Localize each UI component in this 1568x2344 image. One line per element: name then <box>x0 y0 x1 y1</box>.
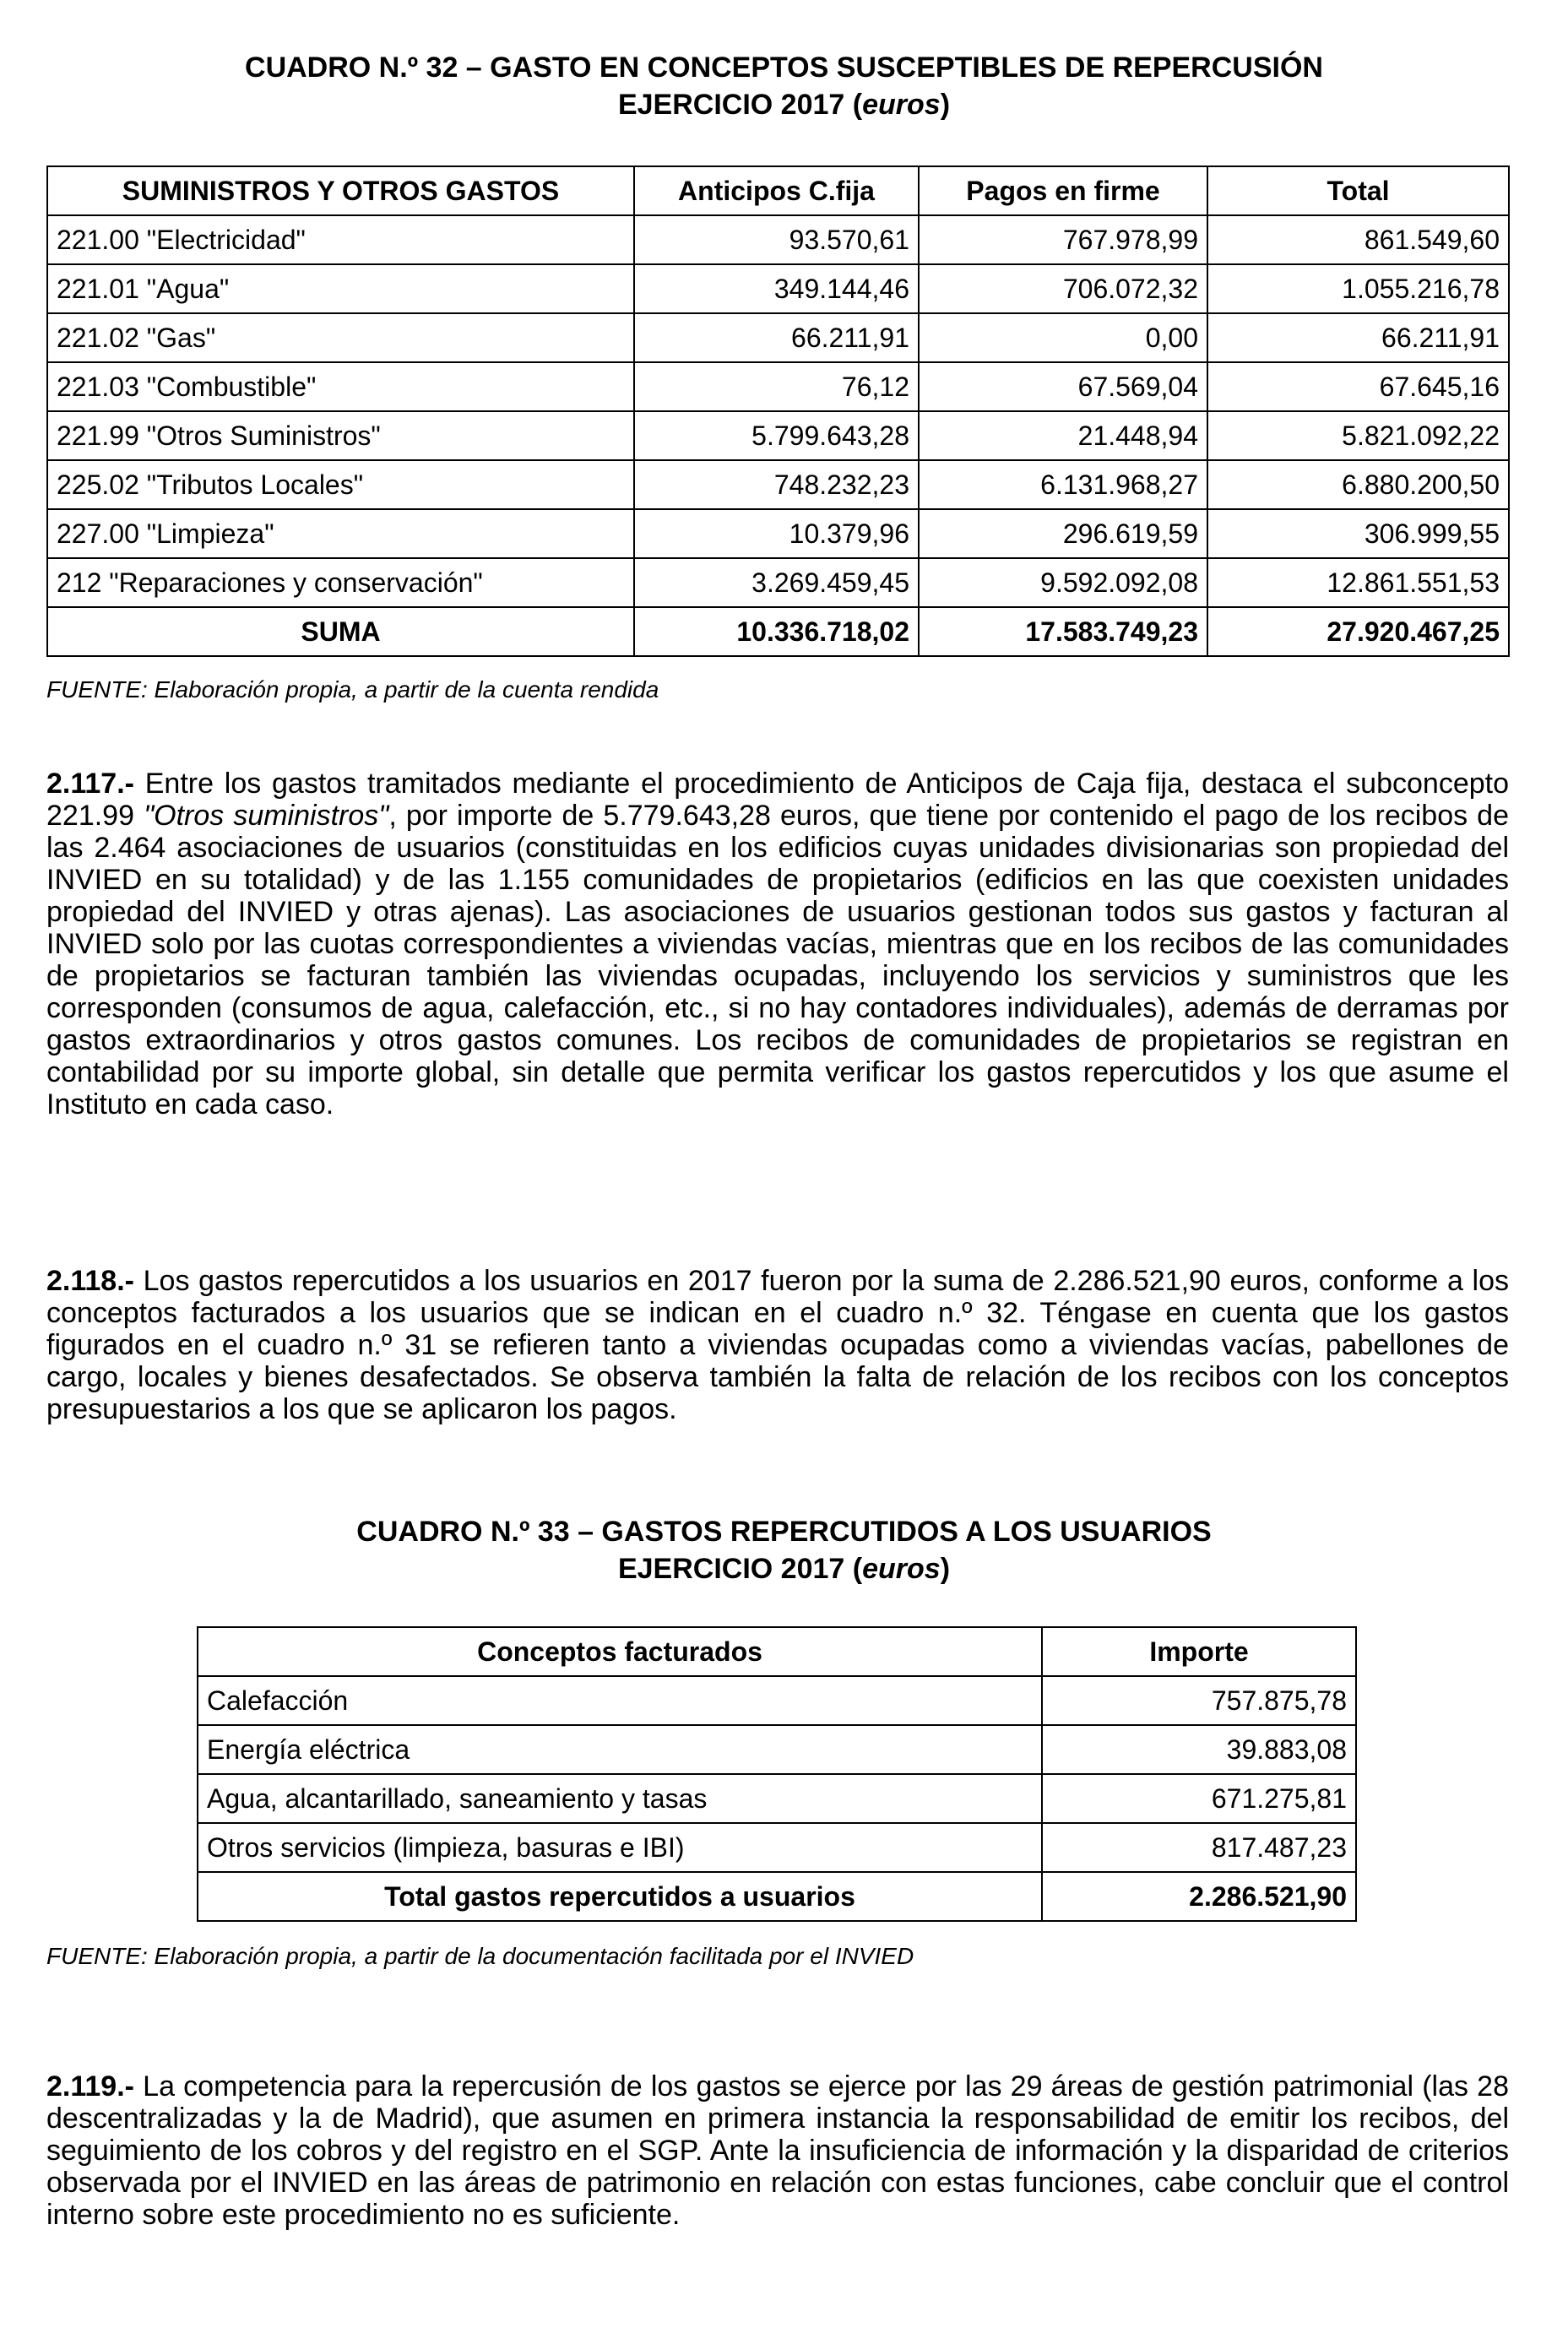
sum-pagos: 17.583.749,23 <box>919 607 1207 656</box>
table33-title-year: EJERCICIO 2017 ( <box>617 1553 863 1585</box>
table-row <box>47 313 1509 362</box>
paragraph-2118 <box>46 1265 1509 1425</box>
table-row <box>198 1774 1356 1823</box>
cell-concept: 227.00 "Limpieza" <box>47 509 634 558</box>
cell-importe: 757.875,78 <box>1042 1676 1356 1725</box>
cell-concept: Agua, alcantarillado, saneamiento y tasas <box>198 1774 1042 1823</box>
cell-pagos: 767.978,99 <box>919 215 1207 264</box>
paragraph-number: 2.117.- <box>46 768 134 800</box>
table33-header-importe: Importe <box>1042 1627 1356 1676</box>
cell-anticipos: 10.379,96 <box>634 509 919 558</box>
table32-header-anticipos: Anticipos C.fija <box>634 166 919 215</box>
paragraph-text: Los gastos repercutidos a los usuarios en 2017 fueron por la suma de 2.286.521,90 euros, conforme a los conceptos facturados a los usuarios que se indican en el cuadro n.º 32. Téngase en cuenta que los gastos figurados en el cuadro n.º 31 se refieren tanto a viviendas ocupadas como a viviendas vacías, pabellones de cargo, locales y bienes desafectados. Se observa también la falta de relación de los recibos con los conceptos presupuestarios a los que se aplicaron los pagos. <box>46 1265 1509 1425</box>
cell-concept: 221.02 "Gas" <box>47 313 634 362</box>
paragraph-text: Entre los gastos tramitados mediante el procedimiento de Anticipos de Caja fija, destaca el subconcepto 221.99 <box>46 768 1509 832</box>
table33-title-line2 <box>0 1550 1568 1587</box>
cell-pagos: 706.072,32 <box>919 264 1207 313</box>
table32-title <box>0 49 1568 123</box>
table-row <box>47 215 1509 264</box>
table-row <box>47 362 1509 411</box>
cell-total: 1.055.216,78 <box>1207 264 1509 313</box>
table32-title-line1: CUADRO N.º 32 – GASTO EN CONCEPTOS SUSCEPTIBLES DE REPERCUSIÓN <box>245 52 1323 84</box>
paragraph-number: 2.119.- <box>46 2070 134 2103</box>
paragraph-2117 <box>46 768 1509 1120</box>
table33-header-concept: Conceptos facturados <box>198 1627 1042 1676</box>
cell-total: 5.821.092,22 <box>1207 411 1509 460</box>
table32-header-total: Total <box>1207 166 1509 215</box>
cell-pagos: 21.448,94 <box>919 411 1207 460</box>
table33 <box>197 1626 1357 1922</box>
table-row <box>47 460 1509 509</box>
cell-pagos: 9.592.092,08 <box>919 558 1207 607</box>
table33-source: FUENTE: Elaboración propia, a partir de la documentación facilitada por el INVIED <box>46 1943 914 1969</box>
paragraph-italic: "Otros suministros" <box>144 800 389 832</box>
cell-total: 12.861.551,53 <box>1207 558 1509 607</box>
sum-importe: 2.286.521,90 <box>1042 1872 1356 1921</box>
table-row <box>198 1725 1356 1774</box>
cell-total: 306.999,55 <box>1207 509 1509 558</box>
table33-title-line1: CUADRO N.º 33 – GASTOS REPERCUTIDOS A LOS USUARIOS <box>356 1516 1212 1548</box>
table32-header-pagos: Pagos en firme <box>919 166 1207 215</box>
cell-total: 66.211,91 <box>1207 313 1509 362</box>
cell-total: 67.645,16 <box>1207 362 1509 411</box>
cell-total: 861.549,60 <box>1207 215 1509 264</box>
cell-total: 6.880.200,50 <box>1207 460 1509 509</box>
cell-anticipos: 748.232,23 <box>634 460 919 509</box>
table-row <box>47 411 1509 460</box>
cell-concept: 221.03 "Combustible" <box>47 362 634 411</box>
sum-anticipos: 10.336.718,02 <box>634 607 919 656</box>
cell-anticipos: 5.799.643,28 <box>634 411 919 460</box>
table33-title <box>0 1513 1568 1587</box>
table33-sum-row <box>198 1872 1356 1921</box>
cell-anticipos: 66.211,91 <box>634 313 919 362</box>
cell-concept: Energía eléctrica <box>198 1725 1042 1774</box>
paragraph-number: 2.118.- <box>46 1265 134 1297</box>
table33-title-close: ) <box>940 1553 951 1585</box>
cell-pagos: 0,00 <box>919 313 1207 362</box>
table-row <box>47 264 1509 313</box>
sum-label: Total gastos repercutidos a usuarios <box>198 1872 1042 1921</box>
paragraph-2119 <box>46 2070 1509 2231</box>
cell-anticipos: 349.144,46 <box>634 264 919 313</box>
cell-concept: Calefacción <box>198 1676 1042 1725</box>
table-row <box>198 1676 1356 1725</box>
cell-concept: 221.99 "Otros Suministros" <box>47 411 634 460</box>
cell-concept: 225.02 "Tributos Locales" <box>47 460 634 509</box>
table32-sum-row <box>47 607 1509 656</box>
table-row <box>47 558 1509 607</box>
table32-title-year: EJERCICIO 2017 ( <box>617 89 863 121</box>
cell-pagos: 67.569,04 <box>919 362 1207 411</box>
table32-header-concept: SUMINISTROS Y OTROS GASTOS <box>47 166 634 215</box>
sum-total: 27.920.467,25 <box>1207 607 1509 656</box>
table33-title-unit: euros <box>862 1553 941 1585</box>
cell-anticipos: 93.570,61 <box>634 215 919 264</box>
table32-title-unit: euros <box>862 89 941 121</box>
table32 <box>46 165 1510 657</box>
paragraph-text: , por importe de 5.779.643,28 euros, que tiene por contenido el pago de los recibos de las 2.464 asociaciones de usuarios (constituidas en los edificios cuyas unidades divisionarias son propiedad del INVIED en su totalidad) y de las 1.155 comunidades de propietarios (edificios en las que coexisten unidades propiedad del INVIED y otras ajenas). Las asociaciones de usuarios gestionan todos sus gastos y facturan al INVIED solo por las cuotas correspondientes a viviendas vacías, mientras que en los recibos de las comunidades de propietarios se facturan también las viviendas ocupadas, incluyendo los servicios y suministros que les corresponden (consumos de agua, calefacción, etc., si no hay contadores individuales), además de derramas por gastos extraordinarios y otros gastos comunes. Los recibos de comunidades de propietarios se registran en contabilidad por su importe global, sin detalle que permita verificar los gastos repercutidos y los que asume el Instituto en cada caso. <box>46 800 1509 1120</box>
cell-concept: 212 "Reparaciones y conservación" <box>47 558 634 607</box>
paragraph-text: La competencia para la repercusión de los gastos se ejerce por las 29 áreas de gestión patrimonial (las 28 descentralizadas y la de Madrid), que asumen en primera instancia la responsabilidad de emitir los recibos, del seguimiento de los cobros y del registro en el SGP. Ante la insuficiencia de información y la disparidad de criterios observada por el INVIED en las áreas de patrimonio en relación con estas funciones, cabe concluir que el control interno sobre este procedimiento no es suficiente. <box>46 2070 1509 2231</box>
cell-concept: 221.00 "Electricidad" <box>47 215 634 264</box>
table32-title-line2 <box>0 86 1568 123</box>
table32-header-row <box>47 166 1509 215</box>
table33-header-row <box>198 1627 1356 1676</box>
cell-concept: 221.01 "Agua" <box>47 264 634 313</box>
table32-source: FUENTE: Elaboración propia, a partir de la cuenta rendida <box>46 676 659 703</box>
cell-concept: Otros servicios (limpieza, basuras e IBI) <box>198 1823 1042 1872</box>
cell-anticipos: 3.269.459,45 <box>634 558 919 607</box>
cell-anticipos: 76,12 <box>634 362 919 411</box>
cell-importe: 817.487,23 <box>1042 1823 1356 1872</box>
cell-pagos: 296.619,59 <box>919 509 1207 558</box>
cell-importe: 671.275,81 <box>1042 1774 1356 1823</box>
sum-label: SUMA <box>47 607 634 656</box>
table-row <box>198 1823 1356 1872</box>
cell-pagos: 6.131.968,27 <box>919 460 1207 509</box>
cell-importe: 39.883,08 <box>1042 1725 1356 1774</box>
table-row <box>47 509 1509 558</box>
table32-title-close: ) <box>940 89 951 121</box>
